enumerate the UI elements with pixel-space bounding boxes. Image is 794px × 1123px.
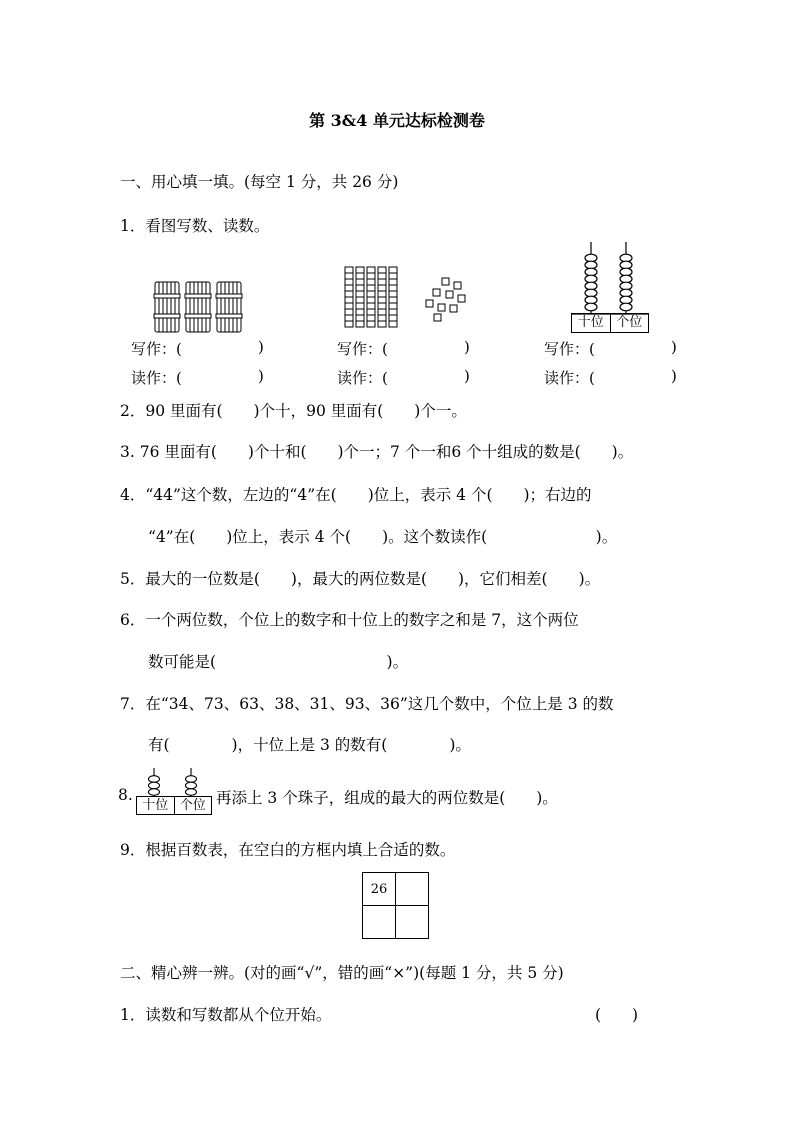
q6-line2: 数可能是( )。 [148, 653, 409, 671]
q7-line1: 7．在“34、73、63、38、31、93、36”这几个数中，个位上是 3 的数 [120, 695, 614, 713]
fig3-write-close: ) [671, 338, 677, 356]
q8-abacus-place-labels [136, 796, 212, 815]
section2-heading: 二、精心辨一辨。(对的画“√”，错的画“×”)(每题 1 分，共 5 分) [120, 964, 564, 982]
abacus-figure [568, 240, 652, 318]
ten-rod-3 [367, 267, 375, 327]
q8-ones-place-label: 个位 [179, 798, 206, 813]
hundred-chart-grid [362, 872, 429, 939]
ten-rod-5 [389, 267, 397, 327]
q5-text: 5．最大的一位数是( )，最大的两位数是( )，它们相差( )。 [120, 570, 601, 588]
q8-tens-place-label: 十位 [137, 797, 175, 814]
q8-text: 再添上 3 个珠子，组成的最大的两位数是( )。 [216, 789, 558, 807]
fig1-write-label: 写作：( [131, 340, 182, 358]
section1-heading: 一、用心填一填。(每空 1 分，共 26 分) [120, 173, 399, 191]
ten-rod-1 [345, 267, 353, 327]
q8-number: 8. [118, 786, 133, 804]
ten-rod-4 [378, 267, 386, 327]
fig2-read-close: ) [464, 367, 470, 385]
abacus-place-labels [571, 313, 649, 333]
fig3-write-label: 写作：( [544, 340, 595, 358]
fig2-write-close: ) [464, 338, 470, 356]
judge-q1-answer-box[interactable]: ( ) [595, 1006, 639, 1024]
fig2-read-label: 读作：( [337, 369, 388, 387]
stick-bundle-2 [185, 282, 211, 332]
fig1-read-label: 读作：( [131, 369, 182, 387]
grid-cell-blank[interactable] [396, 873, 429, 906]
stick-bundles-figure [152, 278, 244, 336]
q4-line1: 4．“44”这个数，左边的“4”在( )位上，表示 4 个( )；右边的 [120, 486, 592, 504]
tens-place-label: 十位 [572, 314, 611, 332]
ones-place-label: 个位 [616, 315, 643, 330]
stick-bundle-3 [216, 282, 242, 332]
q4-line2: “4”在( )位上，表示 4 个( )。这个数读作( )。 [148, 528, 618, 546]
grid-cell-blank[interactable] [396, 906, 429, 939]
judge-q1-text: 1．读数和写数都从个位开始。 [120, 1006, 332, 1024]
q9-text: 9．根据百数表，在空白的方框内填上合适的数。 [120, 841, 456, 859]
fig1-read-close: ) [258, 367, 264, 385]
grid-cell-given: 26 [363, 873, 396, 906]
q8-abacus-figure [136, 766, 212, 798]
unit-cubes [426, 278, 465, 321]
q7-line2: 有( )，十位上是 3 的数有( )。 [148, 736, 471, 754]
ten-rods-figure [340, 264, 470, 330]
stick-bundle-1 [154, 282, 180, 332]
q2-text: 2．90 里面有( )个十，90 里面有( )个一。 [120, 402, 467, 420]
q1-text: 1．看图写数、读数。 [120, 217, 270, 235]
fig3-read-label: 读作：( [544, 369, 595, 387]
q3-text: 3. 76 里面有( )个十和( )个一；7 个一和6 个十组成的数是( )。 [120, 443, 634, 461]
fig1-write-close: ) [258, 338, 264, 356]
fig3-read-close: ) [671, 367, 677, 385]
page-title: 第 3&4 单元达标检测卷 [309, 111, 485, 130]
grid-cell-blank[interactable] [363, 906, 396, 939]
fig2-write-label: 写作：( [337, 340, 388, 358]
ten-rod-2 [356, 267, 364, 327]
q6-line1: 6．一个两位数，个位上的数字和十位上的数字之和是 7，这个两位 [120, 611, 579, 629]
